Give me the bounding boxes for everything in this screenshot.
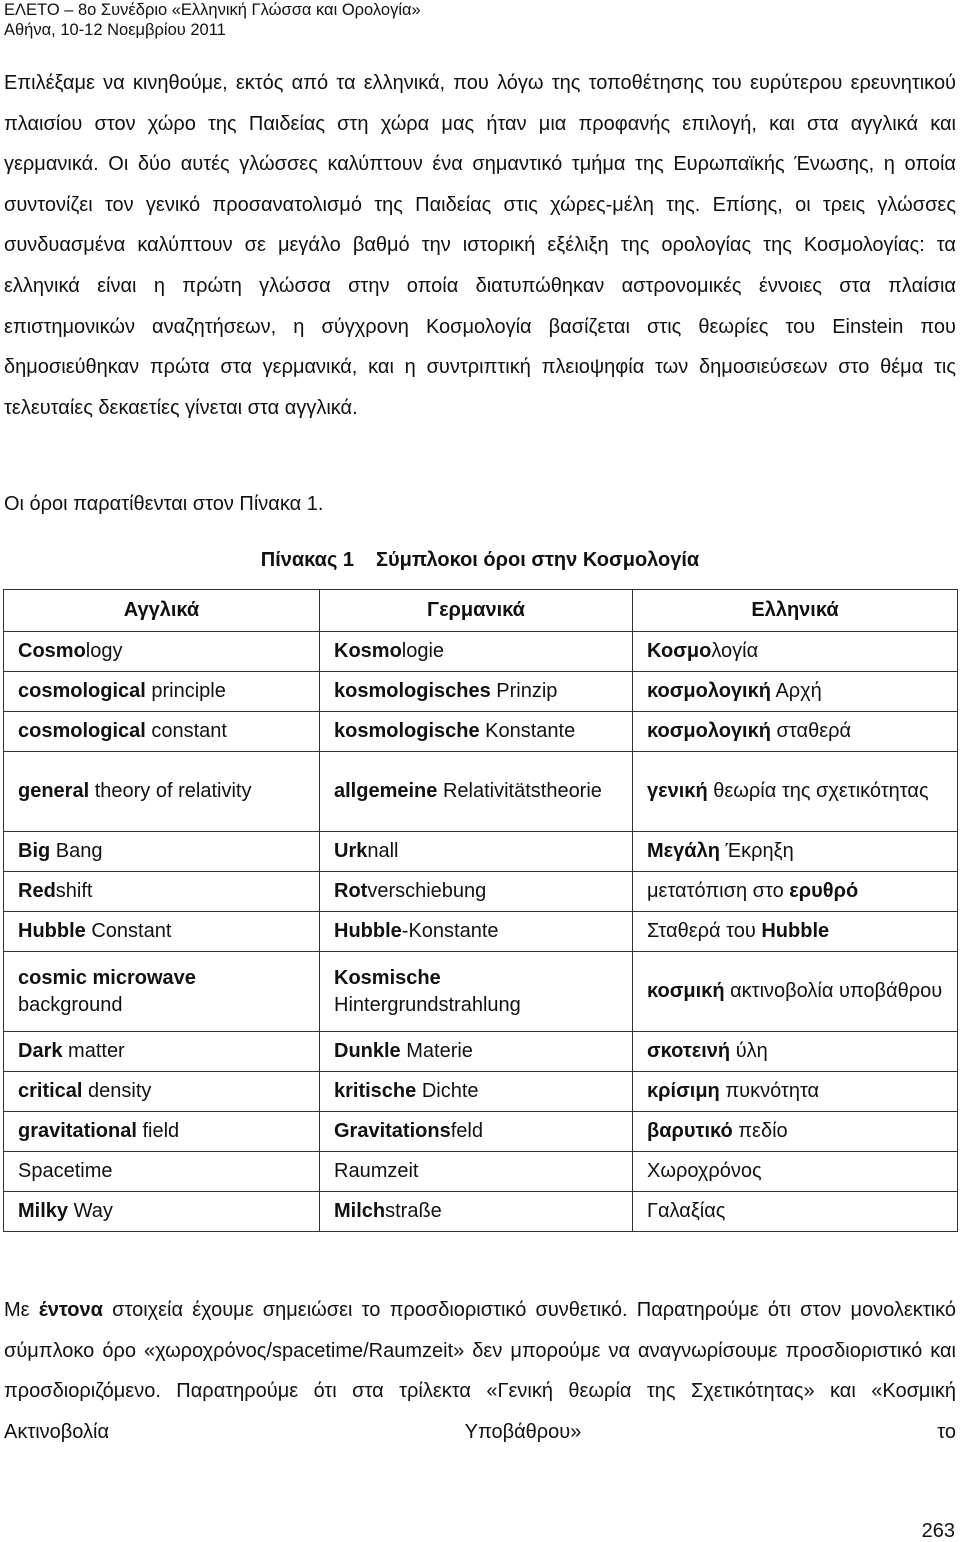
determinant-part: Rot [334,880,368,902]
head-part: σταθερά [770,720,852,742]
determinant-part: kosmologische [334,720,480,742]
head-part: Raumzeit [334,1160,419,1182]
head-part: Materie [400,1040,473,1062]
determinant-part: Dunkle [334,1040,401,1062]
table-row [4,832,958,872]
term-cell-greek [633,1072,958,1112]
head-part: theory of relativity [89,780,252,802]
term-cell-greek [633,1192,958,1232]
head-part: πεδίο [732,1120,788,1142]
head-part: Hintergrundstrahlung [334,993,521,1016]
conference-title: ΕΛΕΤΟ – 8ο Συνέδριο «Ελληνική Γλώσσα και Ορολογία» [4,1,421,19]
term-cell-german [320,872,633,912]
head-part: Γαλαξίας [647,1200,726,1222]
determinant-part: kritische [334,1080,417,1102]
body-paragraph-1: Επιλέξαμε να κινηθούμε, εκτός από τα ελληνικά, που λόγω της τοποθέτησης του ευρύτερου ερευνητικού πλαισίου στον χώρο της Παιδείας στη χώρα μας ήταν μια προφανής επιλογή, και στα αγγλικά και γερμανικά. Οι δύο αυτές γλώσσες καλύπτουν ένα σημαντικό τμήμα της Ευρωπαϊκής Ένωσης, η οποία συντονίζει τον γενικό προσανατολισμό της Παιδείας στις χώρες-μέλη της. Επίσης, οι τρεις γλώσσες συνδυασμένα καλύπτουν σε μεγάλο βαθμό την ιστορική εξέλιξη της ορολογίας της Κοσμολογίας: τα ελληνικά είναι η πρώτη γλώσσα στην οποία διατυπώθηκαν αστρονομικές έννοιες στα πλαίσια επιστημονικών αναζητήσεων, η σύγχρονη Κοσμολογία βασίζεται στις θεωρίες του Einstein που δημοσιεύθηκαν πρώτα στα γερμανικά, και η συντριπτική πλειοψηφία των δημοσιεύσεων στο θέμα τις τελευταίες δεκαετίες γίνεται στα αγγλικά. [4,72,956,419]
paragraph3-intro: Με [4,1299,39,1321]
determinant-part: ερυθρό [789,880,859,902]
term-cell-english [4,872,320,912]
table-row [4,1072,958,1112]
term-cell-german [320,1192,633,1232]
determinant-part: κοσμολογική [647,680,771,702]
head-part: principle [145,680,226,702]
determinant-part: Milky [18,1200,69,1222]
head-part: density [82,1080,152,1102]
term-cell-english [4,1032,320,1072]
determinant-part: kosmologisches [334,680,491,702]
term-cell-english [4,912,320,952]
table-row [4,632,958,672]
term-cell-english [4,1112,320,1152]
term-cell-greek [633,832,958,872]
term-cell-german [320,752,633,832]
term-cell-greek [633,1032,958,1072]
determinant-part: Milch [334,1200,386,1222]
determinant-part: gravitational [18,1120,137,1142]
head-part: Bang [50,840,103,862]
determinant-part: cosmological [18,680,146,702]
determinant-part: βαρυτικό [647,1120,733,1142]
body-paragraph-2: Οι όροι παρατίθενται στον Πίνακα 1. [4,493,324,515]
page-header [4,0,421,40]
determinant-part: critical [18,1080,83,1102]
table-row [4,1032,958,1072]
head-part: feld [450,1120,483,1142]
determinant-part: Urk [334,840,368,862]
term-cell-greek [633,872,958,912]
conference-location-date: Αθήνα, 10-12 Νοεμβρίου 2011 [4,21,226,39]
head-part: Relativitätstheorie [437,780,602,802]
term-cell-english [4,1072,320,1112]
head-part: ακτινοβολία υποβάθρου [724,980,943,1002]
head-part: -Konstante [401,920,499,942]
term-cell-english [4,1152,320,1192]
head-part: Spacetime [18,1160,113,1182]
determinant-part: cosmic microwave [18,966,196,989]
head-part: matter [62,1040,125,1062]
head-part: nall [367,840,399,862]
term-cell-english [4,712,320,752]
table-row [4,1112,958,1152]
table-row [4,1192,958,1232]
term-cell-german [320,1072,633,1112]
head-part: logie [401,640,445,662]
table-row [4,872,958,912]
head-part: μετατόπιση στο [647,880,790,902]
term-cell-german [320,712,633,752]
head-part: Prinzip [490,680,558,702]
term-cell-german [320,952,633,1032]
determinant-part: Red [18,880,56,902]
term-cell-german [320,1032,633,1072]
determinant-part: γενική [647,780,708,802]
head-part: straße [385,1200,442,1222]
terms-table [3,589,958,1232]
term-cell-greek [633,952,958,1032]
determinant-part: κρίσιμη [647,1080,720,1102]
head-part: Χωροχρόνος [647,1160,762,1182]
head-part: verschiebung [367,880,487,902]
term-cell-german [320,1152,633,1192]
term-cell-english [4,952,320,1032]
determinant-part: general [18,780,90,802]
term-cell-english [4,632,320,672]
term-cell-english [4,672,320,712]
head-part: Αρχή [770,680,822,702]
paragraph3-rest: στοιχεία έχουμε σημειώσει το προσδιοριστικό συνθετικό. Παρατηρούμε ότι στον μονολεκτικό σύμπλοκο όρο «χωροχρόνος/spacetime/Raumzeit» δεν μπορούμε να αναγνωρίσουμε προσδιοριστικό και προσδιοριζόμενο. Παρατηρούμε ότι στα τρίλεκτα «Γενική θεωρία της Σχετικότητας» και «Κοσμική Ακτινοβολία Υποβάθρου» το [4,1299,956,1443]
term-cell-greek [633,1152,958,1192]
determinant-part: Big [18,840,51,862]
term-cell-greek [633,672,958,712]
term-cell-german [320,1112,633,1152]
term-cell-german [320,912,633,952]
head-part: constant [145,720,227,742]
head-part: Konstante [479,720,576,742]
determinant-part: Dark [18,1040,63,1062]
determinant-part: κοσμολογική [647,720,771,742]
term-cell-german [320,672,633,712]
term-cell-greek [633,712,958,752]
table-row [4,752,958,832]
term-cell-greek [633,632,958,672]
determinant-part: allgemeine [334,780,438,802]
term-cell-greek [633,1112,958,1152]
head-part: λογία [711,640,759,662]
head-part: logy [85,640,123,662]
head-part: ύλη [730,1040,768,1062]
term-cell-english [4,1192,320,1232]
header-english: Αγγλικά [4,590,320,632]
determinant-part: σκοτεινή [647,1040,731,1062]
determinant-part: κοσμική [647,980,725,1002]
head-part: θεωρία της σχετικότητας [707,780,929,802]
table-row [4,672,958,712]
determinant-part: cosmological [18,720,146,742]
determinant-part: Hubble [334,920,402,942]
term-cell-english [4,752,320,832]
determinant-part: Kosmische [334,966,441,989]
table-header-row [4,590,958,632]
head-part: Σταθερά του [647,920,762,942]
determinant-part: Hubble [761,920,830,942]
table-caption-number: Πίνακας 1 [260,549,355,571]
term-cell-german [320,632,633,672]
determinant-part: Μεγάλη [647,840,720,862]
table-row [4,712,958,752]
table-caption-title: Σύμπλοκοι όροι στην Κοσμολογία [376,549,700,571]
table-caption [0,540,960,580]
term-cell-german [320,832,633,872]
head-part: field [136,1120,180,1142]
table-row [4,952,958,1032]
paragraph3-bold-word: έντονα [38,1299,103,1321]
determinant-part: Cosmo [18,640,86,662]
head-part: Constant [85,920,172,942]
determinant-part: Hubble [18,920,86,942]
head-part: shift [55,880,93,902]
head-part: background [18,993,123,1016]
determinant-part: Κοσμο [647,640,712,662]
determinant-part: Kosmo [334,640,402,662]
page-number: 263 [921,1520,955,1542]
table-row [4,1152,958,1192]
table-row [4,912,958,952]
determinant-part: Gravitations [334,1120,451,1142]
term-cell-greek [633,752,958,832]
header-greek: Ελληνικά [633,590,958,632]
term-cell-english [4,832,320,872]
term-cell-greek [633,912,958,952]
head-part: Way [68,1200,113,1222]
body-paragraph-3 [4,1290,956,1452]
head-part: πυκνότητα [719,1080,820,1102]
header-german: Γερμανικά [320,590,633,632]
head-part: Dichte [416,1080,479,1102]
head-part: Έκρηξη [719,840,794,862]
